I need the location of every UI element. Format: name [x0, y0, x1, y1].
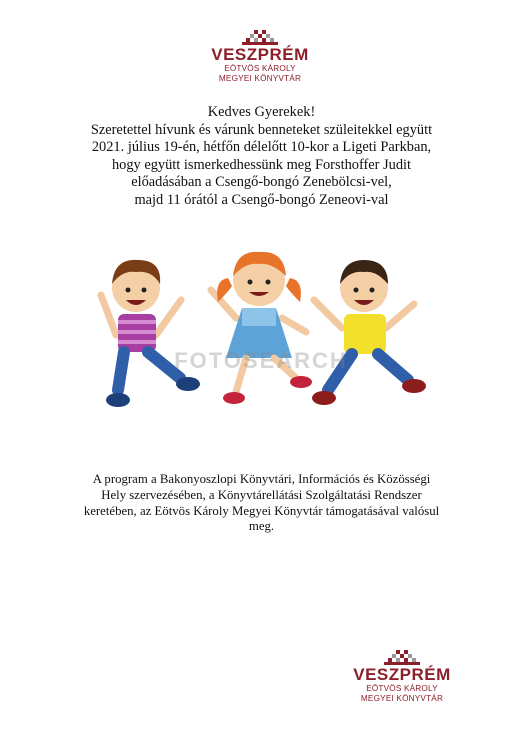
invitation-line: Szeretettel hívunk és várunk benneteket szüleitekkel együtt	[90, 121, 433, 138]
child-right	[312, 260, 426, 405]
logo-subtitle-line2: MEGYEI KÖNYVTÁR	[218, 73, 302, 83]
sponsor-line: Hely szervezésében, a Könyvtárellátási Szolgáltatási Rendszer	[101, 487, 422, 502]
child-left	[101, 260, 200, 407]
logo-subtitle-line2: MEGYEI KÖNYVTÁR	[360, 693, 444, 703]
sponsor-line: meg.	[248, 519, 275, 534]
logo-subtitle-line1: EÖTVÖS KÁROLY	[224, 64, 296, 73]
child-middle	[211, 252, 312, 404]
library-logo-bottom	[350, 650, 454, 703]
jumping-children-illustration	[96, 240, 426, 420]
greeting: Kedves Gyerekek!	[207, 104, 316, 120]
invitation-line: előadásában a Csengő-bongó Zenebölcsi-vel,	[131, 174, 392, 191]
invitation-line: hogy együtt ismerkedhessünk meg Forsthoffer Judit	[111, 156, 412, 173]
sponsor-text	[40, 472, 483, 535]
watermark-text: FOTOSEARCH	[174, 348, 348, 373]
invitation-line: majd 11 órától a Csengő-bongó Zeneovi-val	[134, 191, 389, 208]
logo-mark-icon	[382, 650, 422, 666]
logo-brand-name: VESZPRÉM	[353, 665, 451, 684]
sponsor-line: A program a Bakonyoszlopi Könyvtári, Információs és Közösségi	[92, 472, 431, 486]
sponsor-line: keretében, az Eötvös Károly Megyei Könyvtár támogatásával valósul	[83, 503, 440, 518]
invitation-line: 2021. július 19-én, hétfőn délelőtt 10-kor a Ligeti Parkban,	[91, 139, 432, 156]
logo-subtitle-line1: EÖTVÖS KÁROLY	[366, 684, 438, 693]
logo-mark-icon	[240, 30, 280, 46]
invitation-text	[40, 104, 483, 210]
library-logo-top	[208, 30, 312, 83]
logo-brand-name: VESZPRÉM	[211, 45, 309, 64]
